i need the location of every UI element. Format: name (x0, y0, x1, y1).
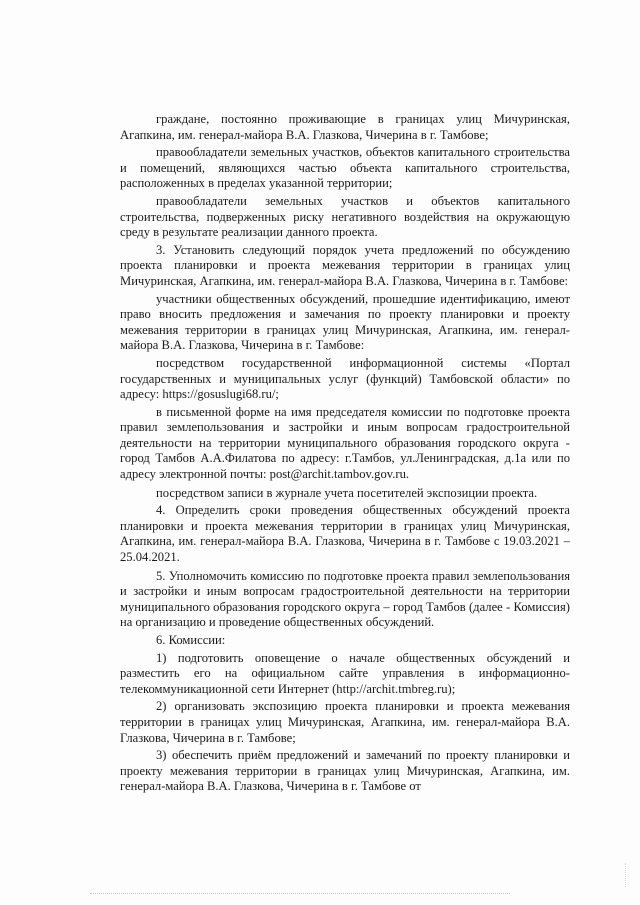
document-body (120, 112, 570, 795)
scan-artifact-footer (90, 893, 510, 898)
paragraph-subitem-3: 3) обеспечить приём предложений и замечаний по проекту планировки и проекту межевания территории в границах улиц Мичуринская, Агапкина, им. генерал-майора В.А. Глазкова, Чичерина в г. Тамбове от (120, 748, 570, 794)
paragraph-gis-portal: посредством государственной информационной системы «Портал государственных и муниципальных услуг (функций) Тамбовской области» по адресу: https://gosuslugi68.ru/; (120, 355, 570, 402)
paragraph-subitem-2: 2) организовать экспозицию проекта планировки и проекта межевания территории в границах улиц Мичуринская, Агапкина, им. генерал-майора В.А. Глазкова, Чичерина в г. Тамбове; (120, 699, 570, 745)
paragraph-item-3: 3. Установить следующий порядок учета предложений по обсуждению проекта планировки и проекта межевания территории в границах улиц Мичуринская, Агапкина, им. генерал-майора В.А. Глазкова, Чичерина в г. Тамбове: (120, 242, 570, 288)
paragraph-participants: участники общественных обсуждений, прошедшие идентификацию, имеют право вносить предложения и замечания по проекту планировки и проекту межевания территории в границах улиц Мичуринская, Агапкина, им. генерал-майора В.А. Глазкова, Чичерина в г. Тамбове: (120, 291, 570, 353)
paragraph-subitem-1: 1) подготовить оповещение о начале общественных обсуждений и разместить его на официальном сайте управления в информационно-телекоммуникационной сети Интернет (http://archit.tmbreg.ru); (120, 650, 570, 696)
paragraph-citizens: граждане, постоянно проживающие в границах улиц Мичуринская, Агапкина, им. генерал-майора В.А. Глазкова, Чичерина в г. Тамбове; (120, 112, 570, 142)
paragraph-item-6: 6. Комиссии: (156, 633, 226, 647)
paragraph-item-4: 4. Определить сроки проведения общественных обсуждений проекта планировки и проекта межевания территории в границах улиц Мичуринская, Агапкина, им. генерал-майора В.А. Глазкова, Чичерина в г. Тамбове с 19.03.2021 – 25.04.2021. (120, 503, 570, 565)
scan-artifact-corner (611, 863, 626, 887)
paragraph-visitor-journal: посредством записи в журнале учета посетителей экспозиции проекта. (156, 485, 538, 500)
paragraph-rightholders-risk: правообладатели земельных участков и объектов капитального строительства, подверженных риску негативного воздействия на окружающую среду в результате реализации данного проекта. (120, 193, 570, 240)
paragraph-item-5: 5. Уполномочить комиссию по подготовке проекта правил землепользования и застройки и иным вопросам градостроительной деятельности на территории муниципального образования городского округа – город Тамбов (далее - Комиссия) на организацию и проведение общественных обсуждений. (120, 568, 570, 630)
paragraph-rightholders-land: правообладатели земельных участков, объектов капитального строительства и помещений, являющихся частью объекта капитального строительства, расположенных в пределах указанной территории; (120, 145, 570, 191)
paragraph-written-form: в письменной форме на имя председателя комиссии по подготовке проекта правил землепользования и застройки и иным вопросам градостроительной деятельности на территории муниципального образования городского округа - город Тамбов А.А.Филатова по адресу: г.Тамбов, ул.Ленинградская, д.1а или по адресу электронной почты: post@archit.tambov.gov.ru. (120, 404, 570, 482)
